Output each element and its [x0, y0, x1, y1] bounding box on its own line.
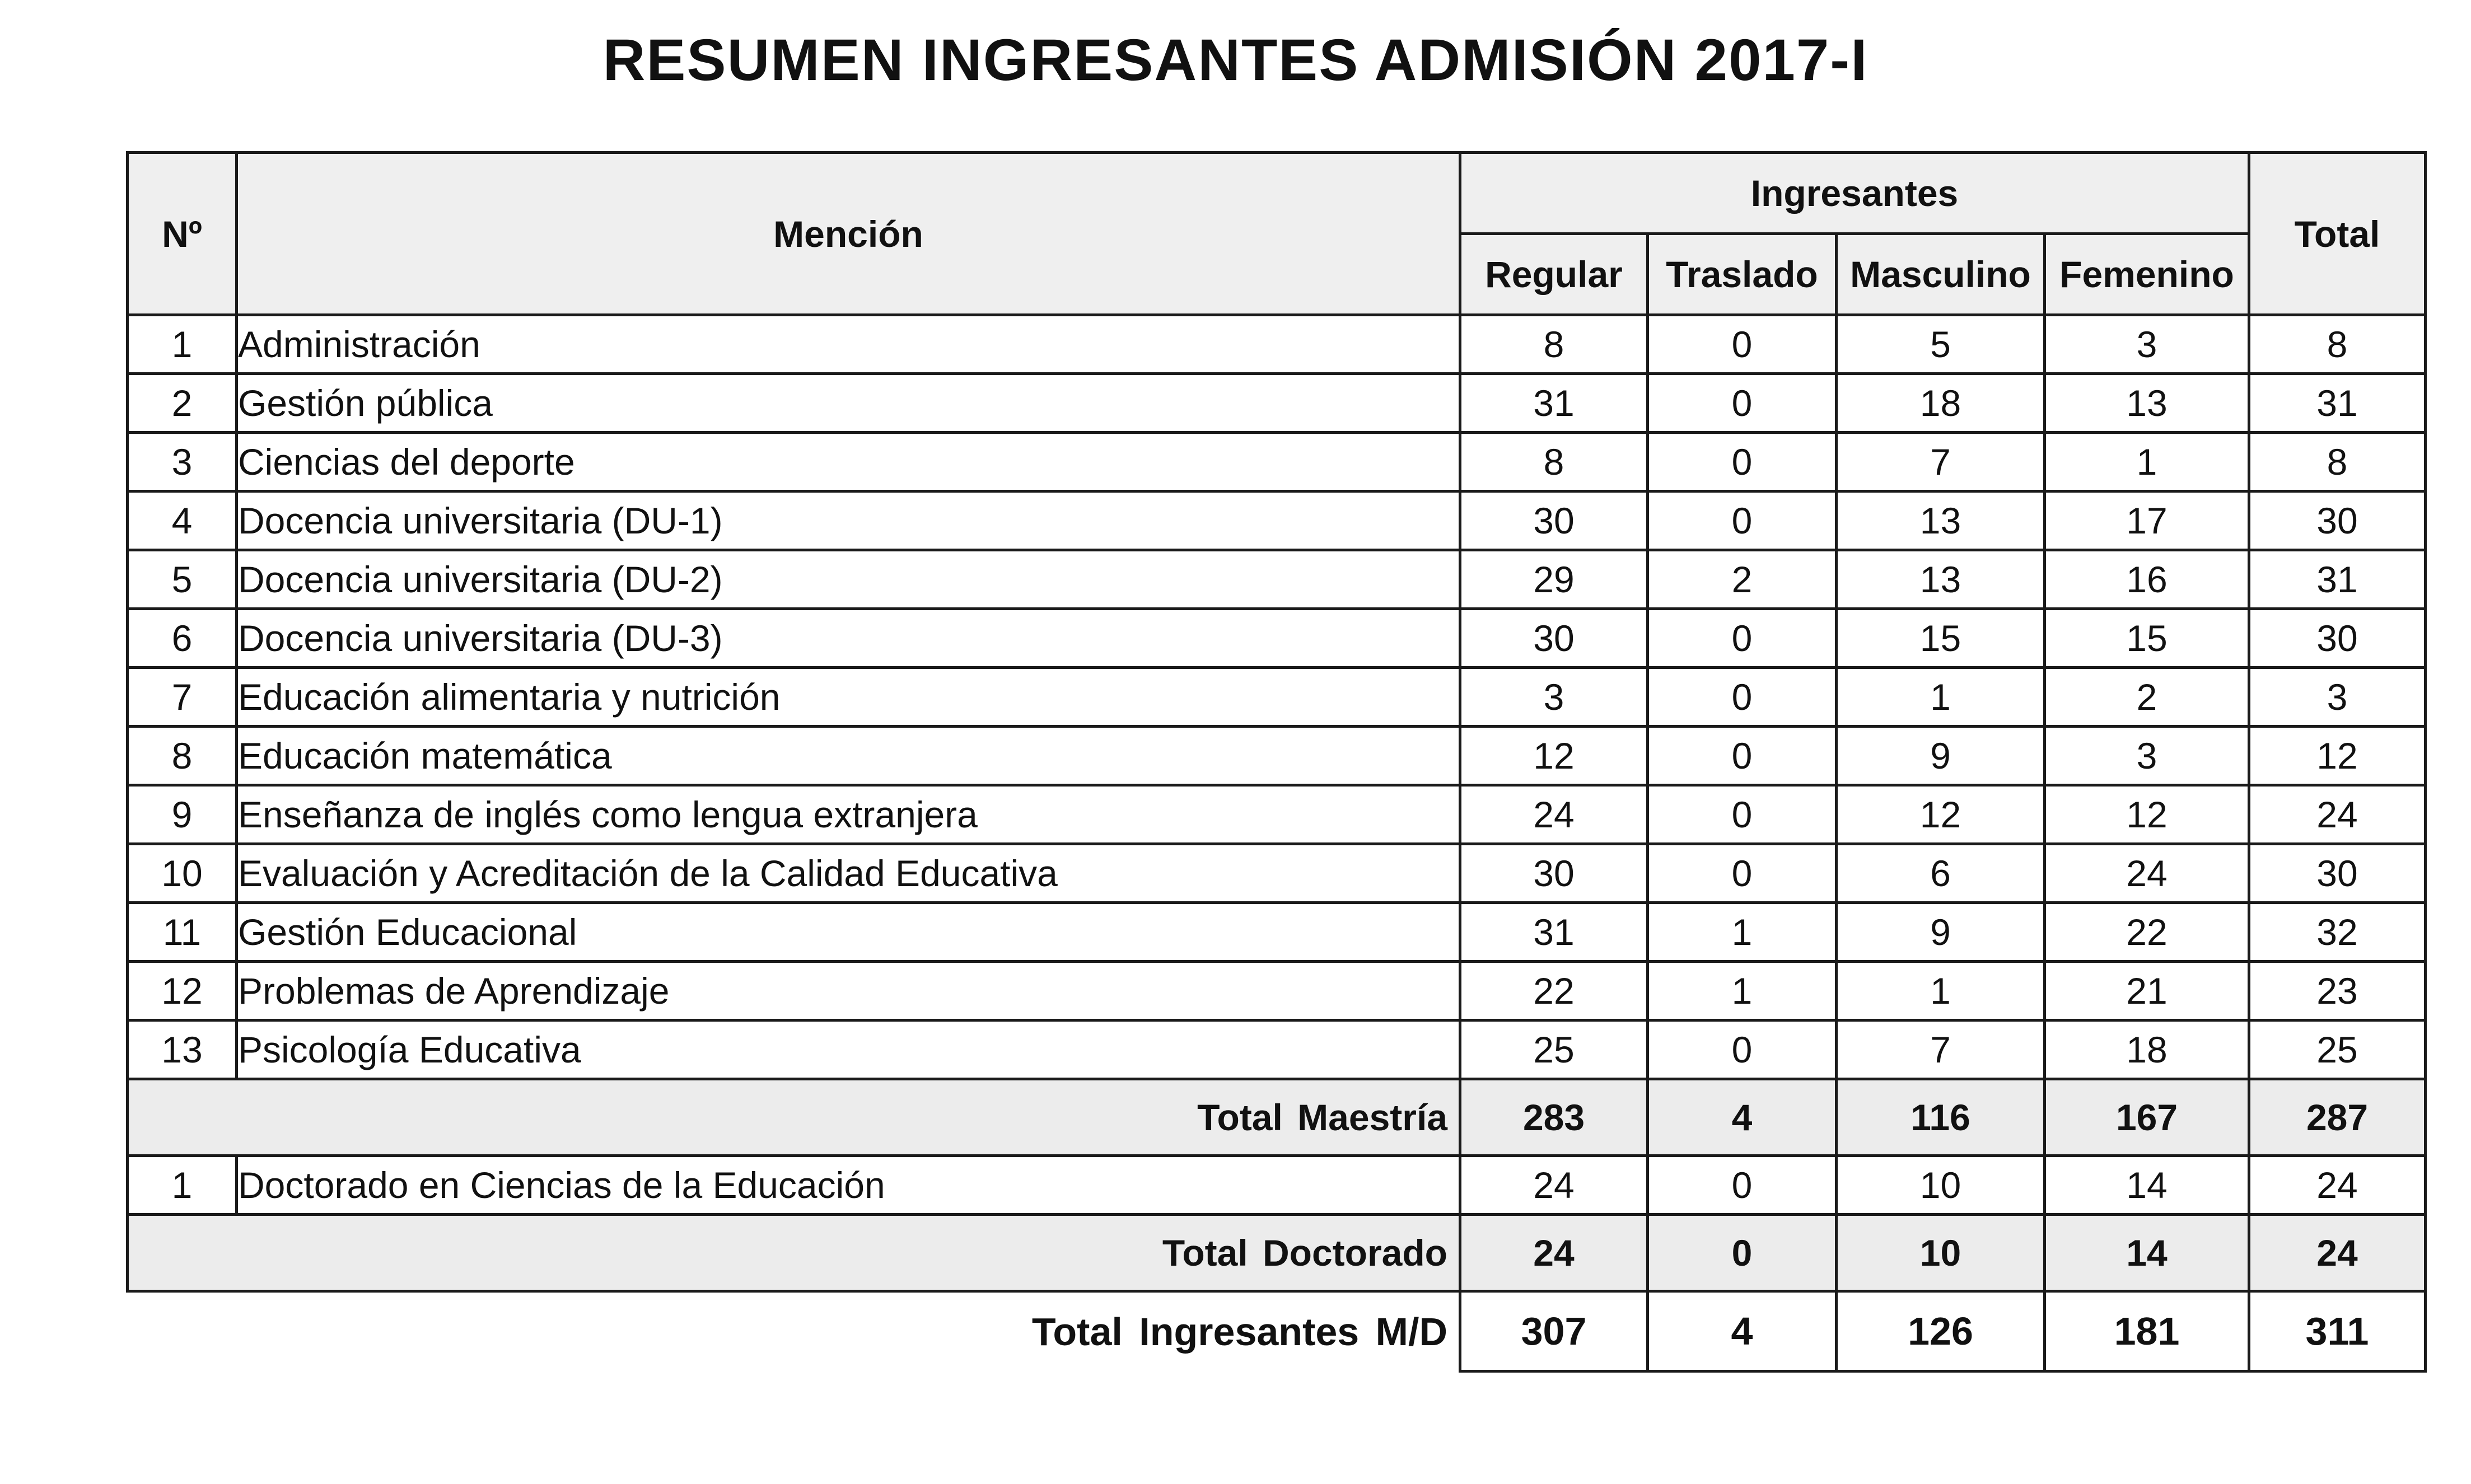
- masculino-count: 1: [1837, 668, 2045, 727]
- row-number: 2: [128, 374, 237, 433]
- table-row: [128, 903, 2426, 962]
- traslado-count: 0: [1648, 374, 1837, 433]
- femenino-count: 3: [2045, 315, 2249, 374]
- traslado-count: 0: [1648, 1020, 1837, 1079]
- row-number: 8: [128, 727, 237, 785]
- total-doctorado-section: [128, 1215, 2426, 1371]
- total-general-femenino: 181: [2045, 1291, 2249, 1371]
- total-maestria-row: [128, 1079, 2426, 1156]
- masculino-count: 12: [1837, 785, 2045, 844]
- row-number: 4: [128, 491, 237, 550]
- femenino-count: 16: [2045, 550, 2249, 609]
- femenino-count: 13: [2045, 374, 2249, 433]
- row-number: 5: [128, 550, 237, 609]
- regular-count: 25: [1460, 1020, 1648, 1079]
- regular-count: 24: [1460, 785, 1648, 844]
- table-row: [128, 491, 2426, 550]
- row-total: 8: [2249, 433, 2426, 491]
- mencion-name: Problemas de Aprendizaje: [237, 962, 1460, 1020]
- row-number: 12: [128, 962, 237, 1020]
- traslado-count: 0: [1648, 315, 1837, 374]
- traslado-count: 1: [1648, 962, 1837, 1020]
- mencion-name: Evaluación y Acreditación de la Calidad Educativa: [237, 844, 1460, 903]
- total-maestria-traslado: 4: [1648, 1079, 1837, 1156]
- mencion-name: Administración: [237, 315, 1460, 374]
- total-doctorado-row: [128, 1215, 2426, 1291]
- regular-count: 30: [1460, 844, 1648, 903]
- total-doctorado-total: 24: [2249, 1215, 2426, 1291]
- regular-count: 8: [1460, 315, 1648, 374]
- table-header: [128, 153, 2426, 315]
- traslado-count: 0: [1648, 491, 1837, 550]
- femenino-count: 24: [2045, 844, 2249, 903]
- mencion-name: Gestión Educacional: [237, 903, 1460, 962]
- femenino-count: 17: [2045, 491, 2249, 550]
- regular-count: 12: [1460, 727, 1648, 785]
- row-total: 24: [2249, 1156, 2426, 1215]
- masculino-count: 1: [1837, 962, 2045, 1020]
- total-doctorado-traslado: 0: [1648, 1215, 1837, 1291]
- total-doctorado-label: Total Doctorado: [128, 1215, 1460, 1291]
- traslado-count: 0: [1648, 844, 1837, 903]
- table-row: [128, 1020, 2426, 1079]
- femenino-count: 1: [2045, 433, 2249, 491]
- femenino-count: 21: [2045, 962, 2249, 1020]
- table-row: [128, 962, 2426, 1020]
- total-maestria-masculino: 116: [1837, 1079, 2045, 1156]
- mencion-name: Educación matemática: [237, 727, 1460, 785]
- total-maestria-total: 287: [2249, 1079, 2426, 1156]
- doctorado-rows: [128, 1156, 2426, 1215]
- mencion-name: Educación alimentaria y nutrición: [237, 668, 1460, 727]
- header-traslado: Traslado: [1648, 234, 1837, 315]
- masculino-count: 5: [1837, 315, 2045, 374]
- row-total: 32: [2249, 903, 2426, 962]
- total-maestria-regular: 283: [1460, 1079, 1648, 1156]
- table-row: [128, 609, 2426, 668]
- row-total: 30: [2249, 844, 2426, 903]
- femenino-count: 2: [2045, 668, 2249, 727]
- masculino-count: 13: [1837, 550, 2045, 609]
- mencion-name: Psicología Educativa: [237, 1020, 1460, 1079]
- femenino-count: 3: [2045, 727, 2249, 785]
- header-no: Nº: [128, 153, 237, 315]
- row-number: 9: [128, 785, 237, 844]
- row-total: 8: [2249, 315, 2426, 374]
- table-row: [128, 374, 2426, 433]
- mencion-name: Docencia universitaria (DU-3): [237, 609, 1460, 668]
- header-regular: Regular: [1460, 234, 1648, 315]
- table-row: [128, 433, 2426, 491]
- row-total: 31: [2249, 374, 2426, 433]
- row-total: 25: [2249, 1020, 2426, 1079]
- masculino-count: 18: [1837, 374, 2045, 433]
- masculino-count: 6: [1837, 844, 2045, 903]
- total-doctorado-regular: 24: [1460, 1215, 1648, 1291]
- total-general-regular: 307: [1460, 1291, 1648, 1371]
- total-doctorado-femenino: 14: [2045, 1215, 2249, 1291]
- traslado-count: 0: [1648, 1156, 1837, 1215]
- row-total: 24: [2249, 785, 2426, 844]
- regular-count: 22: [1460, 962, 1648, 1020]
- mencion-name: Enseñanza de inglés como lengua extranjera: [237, 785, 1460, 844]
- regular-count: 29: [1460, 550, 1648, 609]
- traslado-count: 0: [1648, 727, 1837, 785]
- table-row: [128, 1156, 2426, 1215]
- mencion-name: Ciencias del deporte: [237, 433, 1460, 491]
- total-general-label: Total Ingresantes M/D: [128, 1291, 1460, 1371]
- regular-count: 24: [1460, 1156, 1648, 1215]
- masculino-count: 13: [1837, 491, 2045, 550]
- row-number: 3: [128, 433, 237, 491]
- mencion-name: Gestión pública: [237, 374, 1460, 433]
- page-title: RESUMEN INGRESANTES ADMISIÓN 2017-I: [602, 27, 1869, 93]
- mencion-name: Docencia universitaria (DU-1): [237, 491, 1460, 550]
- total-maestria-label: Total Maestría: [128, 1079, 1460, 1156]
- row-total: 30: [2249, 491, 2426, 550]
- row-total: 30: [2249, 609, 2426, 668]
- table-row: [128, 668, 2426, 727]
- table-row: [128, 550, 2426, 609]
- row-total: 23: [2249, 962, 2426, 1020]
- header-masculino: Masculino: [1837, 234, 2045, 315]
- femenino-count: 14: [2045, 1156, 2249, 1215]
- row-total: 3: [2249, 668, 2426, 727]
- femenino-count: 15: [2045, 609, 2249, 668]
- masculino-count: 9: [1837, 727, 2045, 785]
- total-maestria-femenino: 167: [2045, 1079, 2249, 1156]
- row-number: 1: [128, 1156, 237, 1215]
- row-total: 12: [2249, 727, 2426, 785]
- regular-count: 30: [1460, 609, 1648, 668]
- femenino-count: 12: [2045, 785, 2249, 844]
- header-mencion: Mención: [237, 153, 1460, 315]
- table-row: [128, 785, 2426, 844]
- traslado-count: 0: [1648, 609, 1837, 668]
- traslado-count: 0: [1648, 433, 1837, 491]
- total-general-total: 311: [2249, 1291, 2426, 1371]
- regular-count: 3: [1460, 668, 1648, 727]
- row-number: 11: [128, 903, 237, 962]
- header-ingresantes: Ingresantes: [1460, 153, 2249, 234]
- total-maestria-section: [128, 1079, 2426, 1156]
- femenino-count: 18: [2045, 1020, 2249, 1079]
- masculino-count: 7: [1837, 1020, 2045, 1079]
- table-row: [128, 844, 2426, 903]
- header-total: Total: [2249, 153, 2426, 315]
- table-row: [128, 727, 2426, 785]
- admissions-summary-table: [126, 151, 2427, 1373]
- regular-count: 30: [1460, 491, 1648, 550]
- row-number: 7: [128, 668, 237, 727]
- masculino-count: 7: [1837, 433, 2045, 491]
- header-femenino: Femenino: [2045, 234, 2249, 315]
- row-number: 6: [128, 609, 237, 668]
- masculino-count: 10: [1837, 1156, 2045, 1215]
- row-number: 10: [128, 844, 237, 903]
- regular-count: 31: [1460, 374, 1648, 433]
- row-number: 1: [128, 315, 237, 374]
- masculino-count: 15: [1837, 609, 2045, 668]
- total-general-traslado: 4: [1648, 1291, 1837, 1371]
- traslado-count: 0: [1648, 668, 1837, 727]
- traslado-count: 2: [1648, 550, 1837, 609]
- mencion-name: Docencia universitaria (DU-2): [237, 550, 1460, 609]
- masculino-count: 9: [1837, 903, 2045, 962]
- total-doctorado-masculino: 10: [1837, 1215, 2045, 1291]
- traslado-count: 0: [1648, 785, 1837, 844]
- regular-count: 31: [1460, 903, 1648, 962]
- maestria-rows: [128, 315, 2426, 1079]
- row-total: 31: [2249, 550, 2426, 609]
- total-general-row: [128, 1291, 2426, 1371]
- row-number: 13: [128, 1020, 237, 1079]
- traslado-count: 1: [1648, 903, 1837, 962]
- mencion-name: Doctorado en Ciencias de la Educación: [237, 1156, 1460, 1215]
- total-general-masculino: 126: [1837, 1291, 2045, 1371]
- table-row: [128, 315, 2426, 374]
- regular-count: 8: [1460, 433, 1648, 491]
- femenino-count: 22: [2045, 903, 2249, 962]
